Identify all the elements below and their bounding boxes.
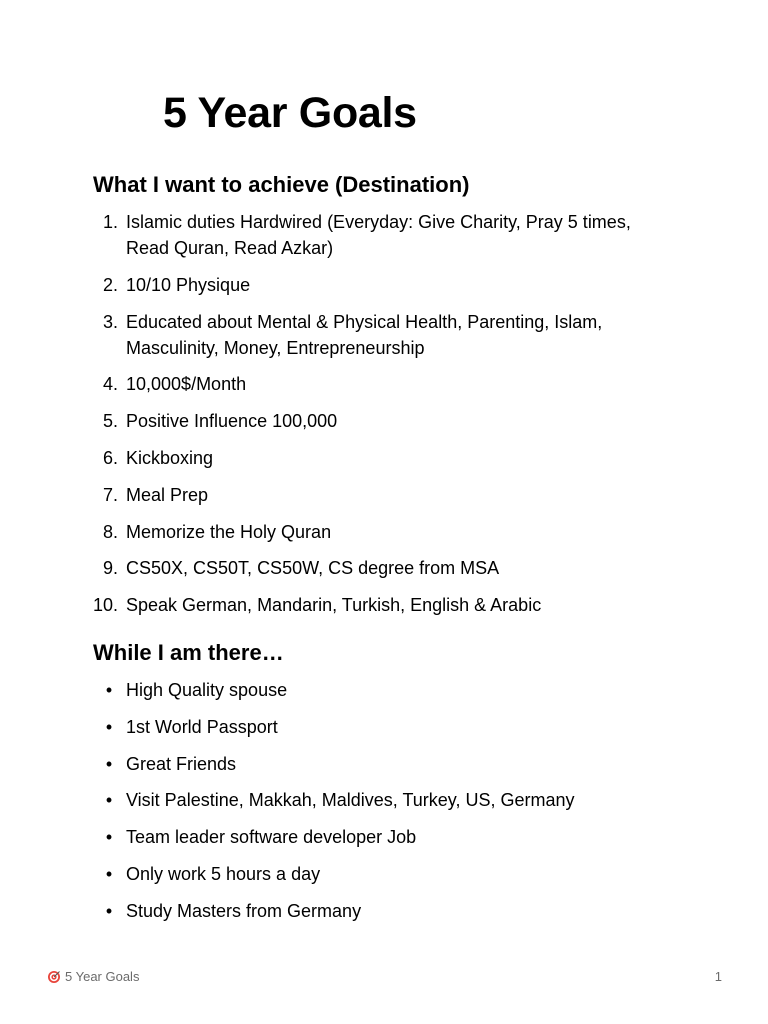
list-item (0, 408, 768, 434)
page-number: 1 (714, 969, 722, 984)
footer-title (47, 968, 139, 986)
list-item (0, 714, 768, 740)
section-heading-while-there: While I am there… (93, 640, 284, 665)
list-item-text: Islamic duties Hardwired (Everyday: Give Charity, Pray 5 times, Read Quran, Read Azkar) (126, 212, 631, 258)
list-item-text: Meal Prep (126, 484, 209, 505)
list-item-text: Great Friends (126, 753, 237, 774)
list-item-text: CS50X, CS50T, CS50W, CS degree from MSA (126, 558, 500, 579)
list-item (0, 445, 768, 471)
list-item (0, 482, 768, 508)
list-item (0, 677, 768, 703)
list-item-number: 7. (102, 484, 118, 505)
list-item (0, 787, 768, 813)
list-item (0, 861, 768, 887)
list-item-text: Speak German, Mandarin, Turkish, English & Arabic (126, 595, 542, 616)
list-item (0, 519, 768, 545)
list-item-text: 1st World Passport (126, 716, 278, 737)
section-heading-destination: What I want to achieve (Destination) (93, 172, 470, 197)
footer-label: 5 Year Goals (65, 969, 140, 984)
while-there-list (0, 677, 768, 935)
list-item-number: 10. (92, 595, 118, 616)
list-item (0, 309, 768, 361)
list-item-text: Study Masters from Germany (126, 900, 362, 921)
list-item (0, 824, 768, 850)
list-item (0, 371, 768, 397)
list-item-number: 5. (102, 411, 118, 432)
list-item-text: Memorize the Holy Quran (126, 521, 332, 542)
list-item-number: 6. (102, 447, 118, 468)
list-item (0, 592, 768, 618)
list-item-text: Only work 5 hours a day (126, 863, 321, 884)
list-item-number: 2. (102, 274, 118, 295)
list-item-number: 4. (102, 374, 118, 395)
bullet-icon: • (105, 790, 113, 811)
list-item (0, 209, 768, 261)
bullet-icon: • (105, 753, 113, 774)
bullet-icon: • (105, 863, 113, 884)
list-item-text: Visit Palestine, Makkah, Maldives, Turkey, US, Germany (126, 790, 575, 811)
list-item-text: 10,000$/Month (126, 374, 247, 395)
bullet-icon: • (105, 900, 113, 921)
list-item-text: Kickboxing (126, 447, 214, 468)
bullet-icon: • (105, 716, 113, 737)
list-item (0, 272, 768, 298)
list-item-number: 9. (102, 558, 118, 579)
list-item-number: 3. (102, 311, 118, 332)
list-item-text: Educated about Mental & Physical Health, Parenting, Islam, Masculinity, Money, Entrepreneurship (126, 311, 603, 358)
list-item (0, 751, 768, 777)
list-item (0, 898, 768, 924)
list-item (0, 555, 768, 581)
list-item-text: 10/10 Physique (126, 274, 251, 295)
list-item-text: Team leader software developer Job (126, 827, 417, 848)
bullet-icon: • (105, 680, 113, 700)
bullet-icon: • (105, 827, 113, 848)
page-title: 5 Year Goals (163, 89, 417, 137)
list-item-number: 1. (102, 212, 118, 232)
target-icon (47, 970, 61, 984)
list-item-text: Positive Influence 100,000 (126, 411, 338, 432)
list-item-number: 8. (102, 521, 118, 542)
destination-list (0, 209, 768, 629)
list-item-text: High Quality spouse (126, 680, 288, 700)
